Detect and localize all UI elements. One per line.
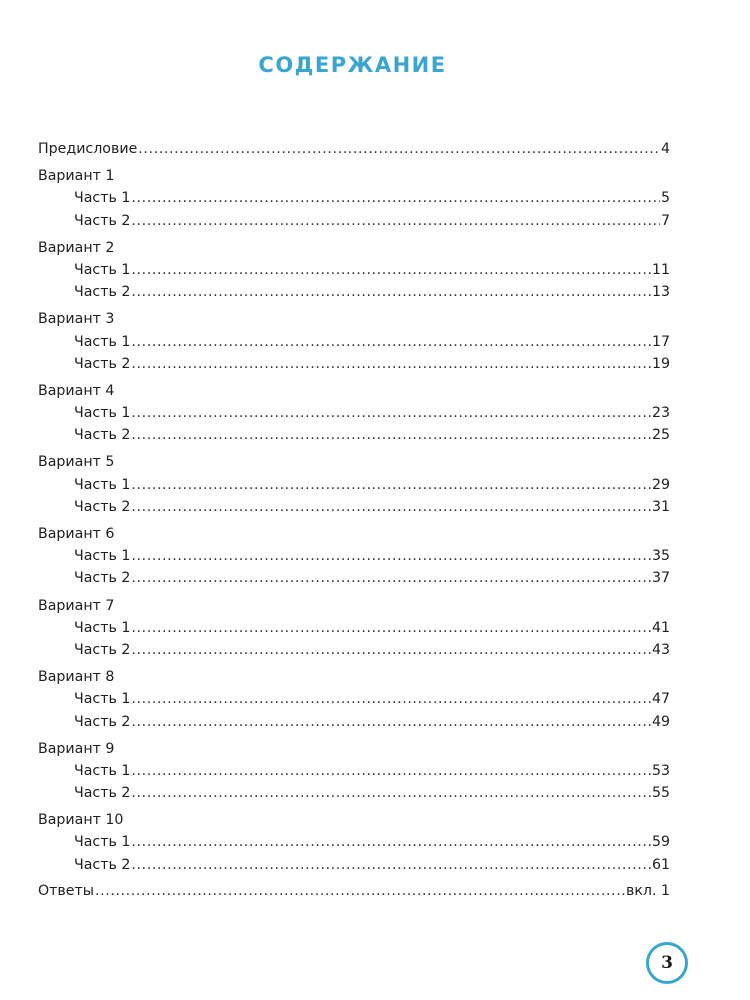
toc-entry-part: [38, 331, 670, 353]
toc-entry-page: 4: [660, 141, 670, 157]
toc-entry-page: 19: [651, 355, 670, 372]
dot-leader: [131, 639, 651, 661]
toc-entry-part: [38, 496, 670, 518]
toc-entry-part: [38, 782, 670, 804]
page-number-badge: [646, 942, 688, 984]
dot-leader: [131, 496, 651, 518]
dot-leader: [138, 138, 660, 160]
variant-group: [38, 308, 670, 375]
dot-leader: [131, 353, 651, 375]
toc-entry-label: Часть 1: [74, 476, 131, 493]
dot-leader: [131, 854, 651, 876]
toc-entry-part: [38, 688, 670, 710]
toc-entry-label: Часть 1: [74, 762, 131, 779]
toc-entry-page: 25: [651, 427, 670, 444]
variant-group: [38, 237, 670, 304]
page-number: 3: [661, 953, 673, 973]
variant-group: [38, 738, 670, 805]
toc-entry-part: [38, 854, 670, 876]
dot-leader: [131, 545, 651, 567]
toc-entry-page: 23: [651, 405, 670, 422]
toc-entry-label: Часть 2: [74, 212, 131, 229]
toc-entry-part: [38, 210, 670, 232]
toc-entry-part: [38, 402, 670, 424]
toc-entry-label: Часть 2: [74, 355, 131, 372]
page-title: СОДЕРЖАНИЕ: [258, 53, 447, 77]
dot-leader: [95, 880, 625, 902]
dot-leader: [131, 617, 651, 639]
toc-entry-page: 53: [651, 762, 670, 779]
dot-leader: [131, 210, 660, 232]
toc-entry-page: 7: [660, 212, 670, 229]
dot-leader: [131, 402, 651, 424]
dot-leader: [131, 474, 651, 496]
toc-entry-label: Часть 1: [74, 190, 131, 207]
variant-group: [38, 165, 670, 232]
toc-entry-label: Часть 2: [74, 713, 131, 730]
toc-entry-page: 29: [651, 476, 670, 493]
toc-entry-label: Часть 1: [74, 261, 131, 278]
toc-entry-label: Часть 2: [74, 498, 131, 515]
toc-entry-page: 49: [651, 713, 670, 730]
variant-heading: Вариант 5: [38, 454, 115, 471]
toc-entry-part: [38, 711, 670, 733]
toc-entry-label: Часть 2: [74, 570, 131, 587]
toc-entry-page: 31: [651, 498, 670, 515]
variant-group: [38, 523, 670, 590]
dot-leader: [131, 187, 660, 209]
variant-heading: Вариант 2: [38, 239, 115, 256]
toc-entry-part: [38, 831, 670, 853]
variant-heading: Вариант 6: [38, 526, 115, 542]
toc-entry-label: Предисловие: [38, 141, 138, 157]
variant-heading: Вариант 3: [38, 311, 115, 328]
toc-entry-label: Часть 2: [74, 427, 131, 444]
dot-leader: [131, 331, 651, 353]
variant-group: [38, 666, 670, 733]
toc-entry-page: 55: [651, 785, 670, 802]
toc-entry-page: 5: [660, 190, 670, 207]
toc-entry-part: [38, 474, 670, 496]
toc-entry-label: Часть 2: [74, 284, 131, 301]
variant-heading: Вариант 1: [38, 168, 115, 185]
toc-entry-label: Часть 1: [74, 691, 131, 708]
toc-entry-preface: [38, 138, 670, 160]
toc-entry-page: 61: [651, 856, 670, 873]
toc-entry-page: 59: [651, 834, 670, 851]
toc-entry-part: [38, 639, 670, 661]
dot-leader: [131, 831, 651, 853]
variant-heading: Вариант 10: [38, 812, 124, 829]
toc-entry-label: Часть 1: [74, 834, 131, 851]
toc-entry-part: [38, 617, 670, 639]
toc-entry-label: Часть 2: [74, 785, 131, 802]
toc-entry-label: Ответы: [38, 882, 94, 899]
toc-entry-answers: [38, 880, 670, 902]
dot-leader: [131, 688, 651, 710]
toc-entry-label: Часть 2: [74, 856, 131, 873]
dot-leader: [131, 259, 651, 281]
dot-leader: [131, 782, 651, 804]
toc-entry-label: Часть 1: [74, 405, 131, 422]
toc-entry-page: 11: [651, 261, 670, 278]
toc-entry-page: 37: [651, 570, 670, 587]
variant-heading: Вариант 4: [38, 382, 115, 399]
toc-entry-label: Часть 2: [74, 641, 131, 658]
toc-entry-page: 35: [651, 548, 670, 565]
toc-entry-page: 13: [651, 284, 670, 301]
toc-entry-part: [38, 567, 670, 589]
toc-entry-page: 47: [651, 691, 670, 708]
variant-group: [38, 451, 670, 518]
dot-leader: [131, 567, 651, 589]
dot-leader: [131, 711, 651, 733]
toc-entry-part: [38, 353, 670, 375]
variant-heading: Вариант 7: [38, 597, 115, 614]
toc-entry-label: Часть 1: [74, 548, 131, 565]
toc-entry-label: Часть 1: [74, 619, 131, 636]
dot-leader: [131, 424, 651, 446]
toc-entry-part: [38, 259, 670, 281]
toc-entry-label: Часть 1: [74, 333, 131, 350]
toc-entry-part: [38, 424, 670, 446]
variant-group: [38, 809, 670, 876]
toc-entry-page: 41: [651, 619, 670, 636]
toc-entry-part: [38, 760, 670, 782]
variant-group: [38, 380, 670, 447]
dot-leader: [131, 281, 651, 303]
toc-entry-part: [38, 545, 670, 567]
toc-entry-part: [38, 187, 670, 209]
toc-entry-part: [38, 281, 670, 303]
toc-entry-page: 43: [651, 641, 670, 658]
variant-group: [38, 595, 670, 662]
table-of-contents: [38, 138, 670, 902]
toc-entry-page: 17: [651, 333, 670, 350]
toc-entry-page: вкл. 1: [625, 882, 670, 899]
variant-heading: Вариант 9: [38, 740, 115, 757]
variant-heading: Вариант 8: [38, 669, 115, 686]
dot-leader: [131, 760, 651, 782]
